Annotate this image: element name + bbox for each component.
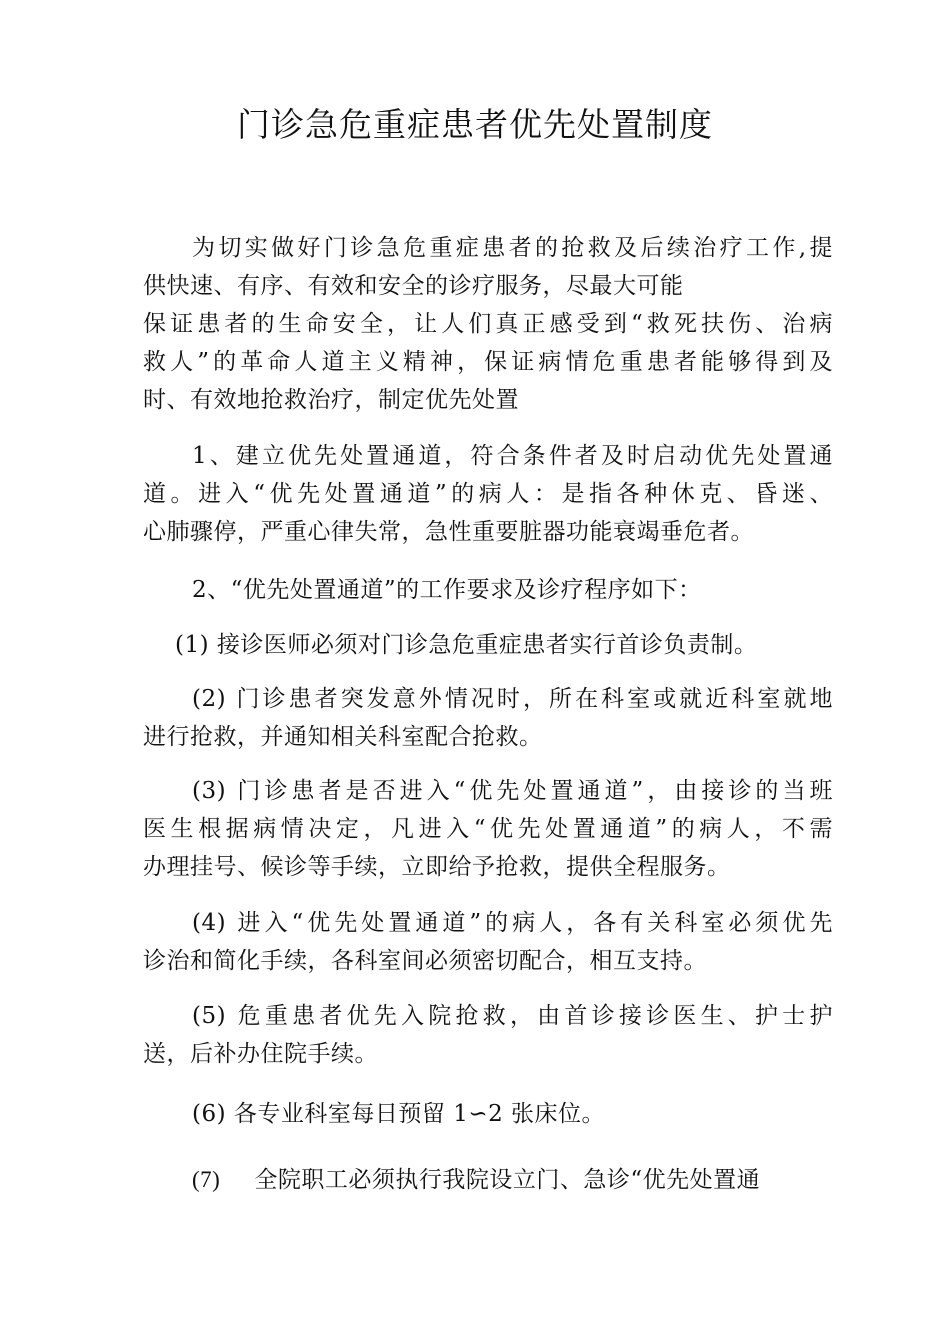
intro-paragraph bbox=[143, 229, 833, 419]
item-1-line-1: 1、建立优先处置通道，符合条件者及时启动优先处置通 bbox=[192, 443, 833, 469]
item-2-line-1: 2、“优先处置通道”的工作要求及诊疗程序如下： bbox=[192, 577, 702, 603]
sub-2-line-1: (2) 门诊患者突发意外情况时，所在科室或就近科室就地 bbox=[192, 686, 833, 712]
intro-line-5: 时、有效地抢救治疗，制定优先处置 bbox=[143, 387, 519, 413]
intro-line-3: 保证患者的生命安全，让人们真正感受到“救死扶伤、治病 bbox=[143, 311, 833, 337]
sub-2-paragraph bbox=[143, 680, 833, 756]
intro-line-4: 救人”的革命人道主义精神，保证病情危重患者能够得到及 bbox=[143, 349, 833, 375]
item-1-paragraph bbox=[143, 437, 833, 551]
sub-3-line-1: (3) 门诊患者是否进入“优先处置通道”，由接诊的当班 bbox=[192, 778, 833, 804]
sub-7-paragraph bbox=[143, 1161, 833, 1199]
item-2-paragraph bbox=[143, 571, 833, 609]
sub-3-line-3: 办理挂号、候诊等手续，立即给予抢救，提供全程服务。 bbox=[143, 854, 731, 880]
sub-6-paragraph bbox=[143, 1095, 833, 1133]
sub-5-line-2: 送，后补办住院手续。 bbox=[143, 1041, 378, 1067]
item-1-line-3: 心肺骤停，严重心律失常，急性重要脏器功能衰竭垂危者。 bbox=[143, 519, 754, 545]
sub-4-line-1: (4) 进入“优先处置通道”的病人，各有关科室必须优先 bbox=[192, 910, 833, 936]
sub-6-line-1: (6) 各专业科室每日预留 1∽2 张床位。 bbox=[192, 1101, 606, 1127]
intro-line-1: 为切实做好门诊急危重症患者的抢救及后续治疗工作,提 bbox=[192, 235, 833, 261]
sub-3-line-2: 医生根据病情决定，凡进入“优先处置通道”的病人，不需 bbox=[143, 816, 833, 842]
sub-5-line-1: (5) 危重患者优先入院抢救，由首诊接诊医生、护士护 bbox=[192, 1003, 833, 1029]
sub-4-paragraph bbox=[143, 904, 833, 980]
sub-1-line-1: (1) 接诊医师必须对门诊急危重症患者实行首诊负责制。 bbox=[175, 632, 758, 658]
sub-7-line-1 bbox=[143, 1161, 833, 1199]
intro-line-2: 供快速、有序、有效和安全的诊疗服务，尽最大可能 bbox=[143, 273, 684, 299]
item-1-line-2: 道。进入“优先处置通道”的病人：是指各种休克、昏迷、 bbox=[143, 481, 833, 507]
sub-5-paragraph bbox=[143, 997, 833, 1073]
sub-4-line-2: 诊治和简化手续，各科室间必须密切配合，相互支持。 bbox=[143, 948, 707, 974]
sub-3-paragraph bbox=[143, 772, 833, 886]
sub-1-paragraph bbox=[143, 626, 833, 664]
sub-2-line-2: 进行抢救，并通知相关科室配合抢救。 bbox=[143, 724, 543, 750]
sub-7-label: (7) bbox=[192, 1167, 221, 1192]
sub-7-text: 全院职工必须执行我院设立门、急诊“优先处置通 bbox=[254, 1167, 761, 1193]
document-title: 门诊急危重症患者优先处置制度 bbox=[237, 105, 713, 144]
